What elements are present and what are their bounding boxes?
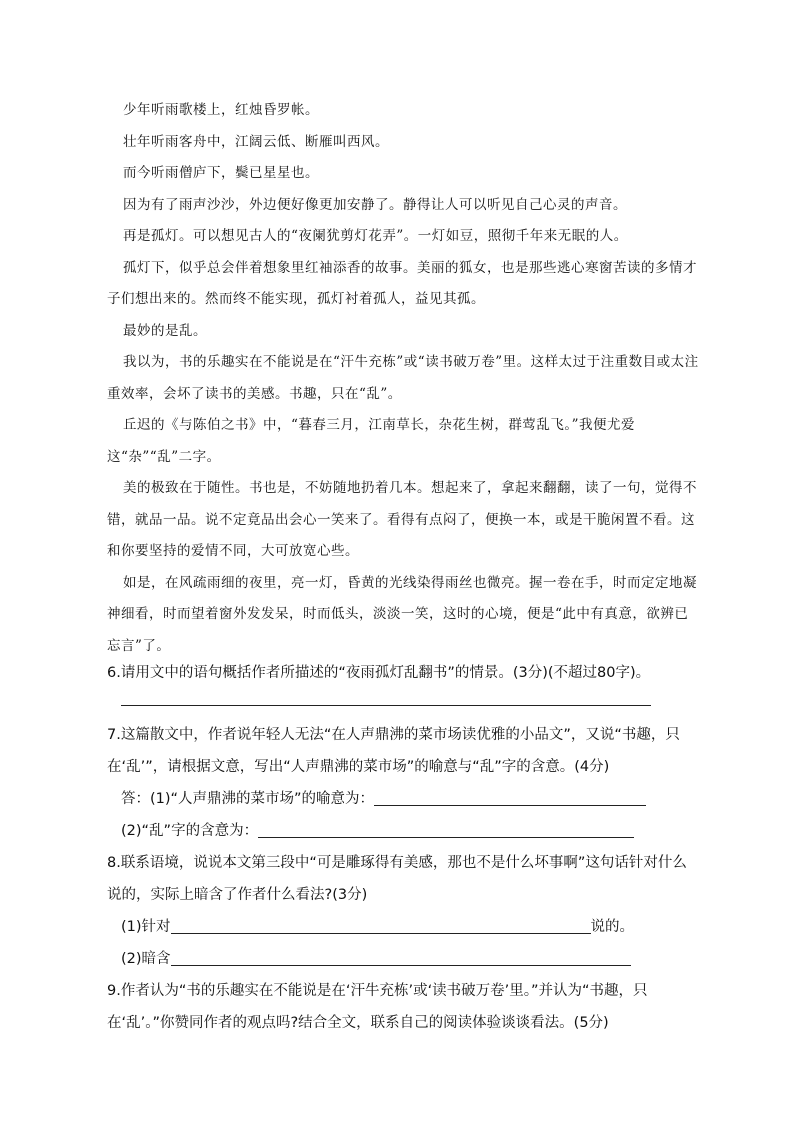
paragraph-qiu-chi: 丘迟的《与陈伯之书》中，“暮春三月，江南草长，杂花生树，群莺乱飞。”我便尤爱这“杂”“乱”二字。 bbox=[107, 417, 636, 465]
answer-line-6[interactable] bbox=[107, 689, 701, 719]
answer-8-2 bbox=[107, 943, 701, 975]
paragraph-lamp-intro: 再是孤灯。可以想见古人的“夜阑犹剪灯花弄”。一灯如豆，照彻千年来无眠的人。 bbox=[123, 228, 628, 244]
answer-7-2 bbox=[107, 815, 701, 847]
answer-8-1-label: (1)针对 bbox=[121, 919, 171, 935]
question-6: 6.请用文中的语句概括作者所描述的“夜雨孤灯乱翻书”的情景。(3分)(不超过80字)。 bbox=[107, 665, 651, 681]
paragraph-lamp: 孤灯下，似乎总会伴着想象里红袖添香的故事。美丽的狐女，也是那些逃心寒窗苦读的多情才子们想出来的。然而终不能实现，孤灯衬着孤人，益见其孤。 bbox=[107, 259, 697, 307]
answer-blank-7-2[interactable] bbox=[258, 819, 634, 838]
paragraph-book-fun: 我以为，书的乐趣实在不能说是在“汗牛充栋”或“读书破万卷”里。这样太过于注重数目或太注重效率，会坏了读书的美感。书趣，只在“乱”。 bbox=[107, 354, 699, 402]
answer-8-1-suffix: 说的。 bbox=[590, 919, 635, 935]
answer-8-2-label: (2)暗含 bbox=[121, 951, 171, 967]
poem-line-now: 而今听雨僧庐下，鬓已星星也。 bbox=[123, 165, 319, 181]
prose-passage bbox=[107, 95, 701, 662]
answer-7-1-label: 答：(1)“人声鼎沸的菜市场”的喻意为： bbox=[121, 791, 375, 807]
question-section bbox=[107, 657, 701, 1039]
poem-line-prime: 壮年听雨客舟中，江阔云低、断雁叫西风。 bbox=[123, 133, 389, 150]
question-8: 8.联系语境，说说本文第三段中“可是雕琢得有美感，那也不是什么坏事啊”这句话针对什么说的，实际上暗含了作者什么看法?(3分) bbox=[107, 855, 687, 903]
poem-line-youth: 少年听雨歌楼上，红烛昏罗帐。 bbox=[123, 102, 319, 118]
answer-blank-8-1[interactable] bbox=[171, 915, 591, 934]
question-7: 7.这篇散文中，作者说年轻人无法“在人声鼎沸的菜市场读优雅的小品文”，又说“书趣，只在‘乱’”，请根据文意，写出“人声鼎沸的菜市场”的喻意与“乱”字的含意。(4分) bbox=[107, 727, 680, 775]
answer-blank-7-1[interactable] bbox=[374, 787, 646, 806]
answer-blank-8-2[interactable] bbox=[171, 947, 631, 966]
answer-7-2-label: (2)“乱”字的含意为： bbox=[121, 823, 259, 839]
question-9: 9.作者认为“书的乐趣实在不能说是在‘汗牛充栋’或‘读书破万卷’里。”并认为“书趣，只在‘乱’。”你赞同作者的观点吗?结合全文，联系自己的阅读体验谈谈看法。(5分) bbox=[107, 983, 648, 1031]
answer-7-1 bbox=[107, 783, 701, 815]
answer-8-1 bbox=[107, 911, 701, 943]
paragraph-best: 最妙的是乱。 bbox=[123, 322, 207, 339]
paragraph-ending: 如是，在风疏雨细的夜里，亮一灯，昏黄的光线染得雨丝也微亮。握一卷在手，时而定定地凝神细看，时而望着窗外发发呆，时而低头，淡淡一笑，这时的心境，便是“此中有真意，欲辨已忘言”了。 bbox=[107, 574, 697, 654]
paragraph-beauty: 美的极致在于随性。书也是，不妨随地扔着几本。想起来了，拿起来翻翻，读了一句，觉得不错，就品一品。说不定竟品出会心一笑来了。看得有点闷了，便换一本，或是干脆闲置不看。这和你要坚持的爱情不同，大可放宽心些。 bbox=[107, 480, 697, 559]
paragraph-rain: 因为有了雨声沙沙，外边便好像更加安静了。静得让人可以听见自己心灵的声音。 bbox=[123, 196, 627, 213]
